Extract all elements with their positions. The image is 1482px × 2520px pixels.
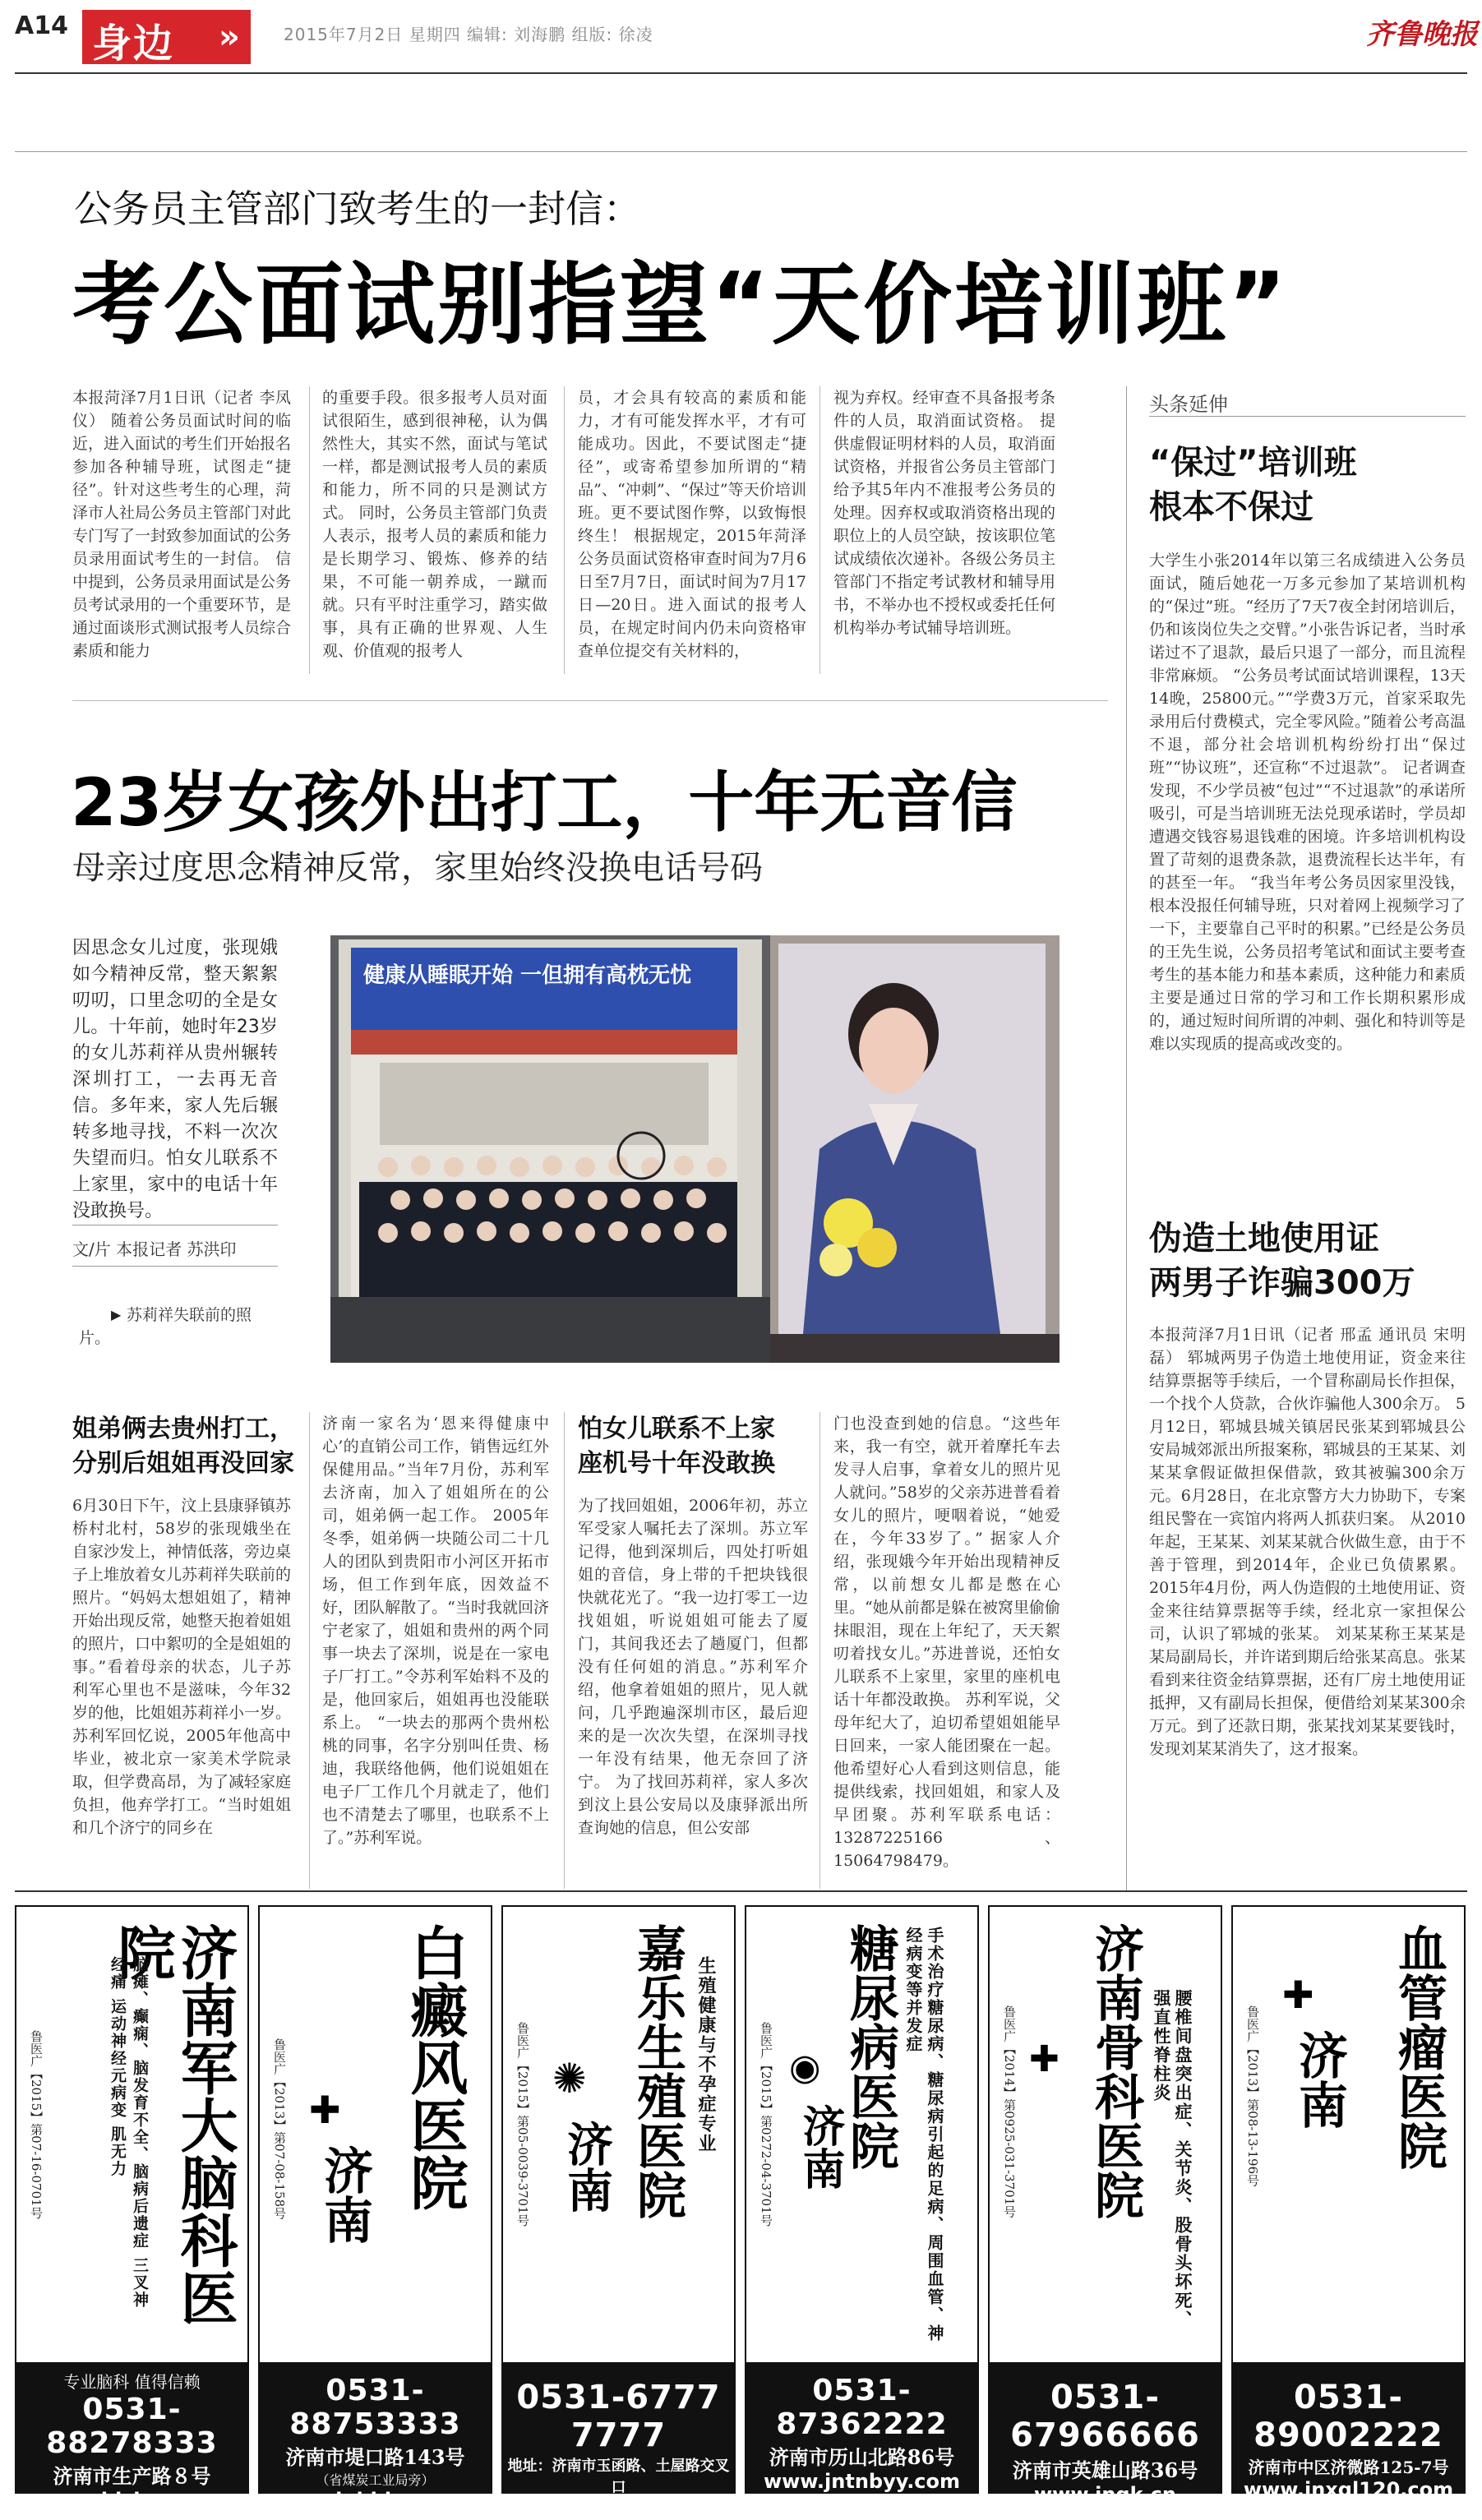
article-divider <box>72 700 1108 701</box>
byline-divider <box>72 1266 278 1267</box>
side-title-1-line2: 根本不保过 <box>1149 488 1313 526</box>
caption-arrow-icon: ▶ <box>111 1307 122 1322</box>
side-title-2 <box>1149 1216 1415 1305</box>
ad-address: 济南市生产路８号 <box>53 2464 211 2488</box>
ad-city: 济南 <box>316 2145 373 2244</box>
article1-col-3: 员，才会具有较高的素质和能力，才有可能发挥水平，才有可能成功。因此，不要试图走“捷径”，或寄希望参加所谓的“精品”、“冲刺”、“保过”等天价培训班。更不要试图作弊，以致悔恨终生！ 根据规定，2015年菏泽公务员面试资格审查时间为7月6日至7月7日，面试时间为7月17日—20日。进入面试的报考人员，在规定时间内仍未向资格审查单位提交有关材料的， <box>578 389 806 660</box>
article2-lead: 因思念女儿过度，张现娥如今精神反常，整天絮絮叨叨，口里念叨的全是女儿。十年前，她时年23岁的女儿苏莉祥从贵州辗转深圳打工，一去再无音信。多年来，家人先后辗转多地寻找，不料一次次失望而归。怕女儿联系不上家里，家中的电话十年没敢换号。 <box>72 938 278 1221</box>
ad-approval: 鲁医广【2015】第0272-04-3701号 <box>759 2022 773 2227</box>
column-divider <box>819 1412 820 1889</box>
side-body-2: 本报菏泽7月1日讯（记者 邢孟 通讯员 宋明磊） 郓城两男子伪造土地使用证，资金来往结算票据等手续后，一个冒称副局长作担保，一个找个人贷款，合伙诈骗他人300余万。 5月12日，郓城县城关镇居民张某到郓城县公安局城郊派出所报案称，郓城县的王某某、刘某某拿假证做担保借款，致其被骗300余万元。6月28日，在北京警方大力协助下，专案组民警在一宾馆内将两人抓获归案。 从2010年起，王某某、刘某某就合伙做生意，由于不善于管理，到2014年，企业已负债累累。2015年4月份，两人伪造假的土地使用证、资金来往结算票据等手续，经北京一家担保公司，认识了郓城的张某。 刘某某称王某某是某局副局长，并许诺到期后给张某高息。张某看到来往资金结算票据，还有厂房土地使用证抵押，又有副局长担保，便借给刘某某300余万元。到了还款日期，张某找刘某某要钱时，发现刘某某消失了，这才报案。 <box>1149 1326 1466 1758</box>
ad-phone[interactable]: 0531-87362222 <box>776 2374 948 2441</box>
ad-tagline: 腰椎间盘突出症、关节炎、股骨头坏死、强直性脊柱炎 <box>1152 1989 1193 2329</box>
header-meta: 2015年7月2日 星期四 编辑: 刘海鹏 组版: 徐凌 <box>284 25 653 44</box>
article2-subhead-1-line1: 姐弟俩去贵州打工， <box>72 1415 294 1443</box>
section-name: 身边 <box>92 21 175 67</box>
article2-subtitle: 母亲过度思念精神反常，家里始终没换电话号码 <box>72 849 763 887</box>
ad-brain-hospital[interactable] <box>15 1905 249 2512</box>
ad-tagline: 手术治疗糖尿病、糖尿病引起的足病、周围血管、神经病变等并发症 <box>903 1927 944 2342</box>
ad-url[interactable]: www.jngk.cn <box>1034 2483 1176 2506</box>
cross-icon: ✚ <box>309 2088 341 2132</box>
cross-badge-icon: ✚ <box>1029 2038 1060 2080</box>
ad-phone[interactable]: 0531-67966666 <box>1010 2379 1200 2454</box>
ad-approval: 鲁医广【2014】第0925-031-3701号 <box>1002 2005 1017 2218</box>
header-divider <box>15 72 1467 74</box>
photo-caption: 苏莉祥失联前的照片。 <box>79 1306 252 1347</box>
ad-city: 济南 <box>1290 2030 1348 2129</box>
flower-icon: ✺ <box>552 2055 587 2102</box>
ad-diabetes-hospital[interactable] <box>745 1905 979 2494</box>
ad-url[interactable]: www.jntnbyy.com <box>763 2470 961 2493</box>
article1-kicker: 公务员主管部门致考生的一封信： <box>74 187 641 231</box>
group-photo <box>330 935 770 1363</box>
ad-address: 济南市英雄山路36号 <box>1012 2458 1198 2482</box>
side-title-1-line1: “保过”培训班 <box>1149 444 1357 482</box>
ad-address: 地址：济南市玉函路、土屋路交叉口 <box>507 2458 730 2496</box>
article2-byline: 文/片 本报记者 苏洪印 <box>72 1239 237 1259</box>
ad-approval: 鲁医广【2015】第07-16-0701号 <box>29 2030 44 2219</box>
ad-contact-bar <box>746 2362 977 2492</box>
ad-phone[interactable]: 0531-88753333 <box>289 2374 461 2441</box>
ad-phone[interactable]: 0531-89002222 <box>1253 2379 1443 2454</box>
ad-contact-bar <box>260 2362 491 2512</box>
cross-badge-icon: ✚ <box>1282 1973 1314 2017</box>
article2-col-3: 为了找回姐姐，2006年初，苏立军受家人嘱托去了深圳。苏立军记得，他到深圳后，四处打听姐姐的音信，身上带的千把块钱很快就花光了。“我一边打零工一边找姐姐，听说姐姐可能去了厦门，其间我还去了趟厦门，但都没有任何姐的消息。”苏利军介绍，他拿着姐姐的照片，见人就问，几乎跑遍深圳市区，最后迎来的是一次次失望，在深圳寻找一年没有结果，他无奈回了济宁。 为了找回苏莉祥，家人多次到汶上县公安局以及康驿派出所查询她的信息，但公安部 <box>578 1497 808 1837</box>
ad-title: 嘉乐生殖医院 <box>629 1923 686 2219</box>
column-divider <box>309 1412 310 1889</box>
ad-city: 济南 <box>795 2104 845 2190</box>
ad-contact-bar <box>503 2362 734 2520</box>
ad-address: 济南市中区济微路125-7号 <box>1248 2458 1449 2477</box>
article2-subhead-2 <box>578 1412 775 1481</box>
article2-col-1: 6月30日下午，汶上县康驿镇苏桥村北村，58岁的张现娥坐在自家沙发上，神情低落，旁边桌子上堆放着女儿苏莉祥失联前的照片。“妈妈太想姐姐了，精神开始出现反常，她整天抱着姐姐的照片，口中絮叨的全是姐姐的事。”看着母亲的状态，儿子苏利军心里也不是滋味，今年32岁的他，比姐姐苏莉祥小一岁。 苏利军回忆说，2005年他高中毕业，被北京一家美术学院录取，但学费高昂，为了减轻家庭负担，他弃学打工。“当时姐姐和几个济宁的同乡在 <box>72 1497 292 1837</box>
ad-vitiligo-hospital[interactable] <box>258 1905 492 2512</box>
ad-phone[interactable]: 0531-6777 7777 <box>516 2379 721 2454</box>
ad-address: 济南市堤口路143号 <box>285 2445 465 2469</box>
ad-title: 济南军大脑科医院 <box>108 1923 239 2326</box>
ad-approval: 鲁医广【2013】第08-13-196号 <box>1245 2005 1260 2187</box>
ad-orthopedic-hospital[interactable] <box>988 1905 1222 2506</box>
column-divider <box>309 386 310 674</box>
ad-city: 济南 <box>560 2121 614 2213</box>
column-divider <box>564 386 565 674</box>
side-title-2-line1: 伪造土地使用证 <box>1149 1220 1379 1258</box>
column-divider <box>564 1412 565 1889</box>
article2-col-4: 门也没查到她的信息。“这些年来，我一有空，就开着摩托车去发寻人启事，拿着女儿的照片见人就问。”58岁的父亲苏进普看着女儿的照片，哽咽着说，“她爱在，今年33岁了。” 据家人介绍，张现娥今年开始出现精神反常，以前想女儿都是憋在心里。“她从前都是躲在被窝里偷偷抹眼泪，现在上年纪了，天天絮叨着找女儿。”苏进普说，还怕女儿联系不上家里，家里的座机电话十年都没敢换。 苏利军说，父母年纪大了，迫切希望姐姐能早日回来，一家人能团聚在一起。他希望好心人看到这则信息，能提供线索，找回姐姐，和家人及早团聚。苏利军联系电话：13287225166、15064798479。 <box>833 1415 1060 1870</box>
ad-approval: 鲁医广【2013】第07-08-158号 <box>272 2038 287 2220</box>
side-title-1 <box>1149 441 1357 529</box>
ad-title: 糖尿病医院 <box>842 1923 899 2170</box>
article1-col-4: 视为弃权。经审查不具备报考条件的人员，取消面试资格。 提供虚假证明材料的人员，取消面试资格，并报省公务员主管部门给予其5年内不准报考公务员的处理。因弃权或取消资格出现的职位上的人员空缺，按该职位笔试成绩依次递补。各级公务员主管部门不指定考试教材和辅导用书，不举办也不授权或委托任何机构举办考试辅导培训班。 <box>833 389 1055 637</box>
ad-approval: 鲁医广【2015】第05-0039-3701号 <box>515 2022 530 2227</box>
article2-subhead-2-line1: 怕女儿联系不上家 <box>578 1415 775 1443</box>
section-logo <box>82 10 251 67</box>
photo-banner-text: 健康从睡眠开始 一但拥有高枕无忧 <box>363 963 692 988</box>
article2-subhead-2-line2: 座机号十年没敢换 <box>578 1449 775 1478</box>
ad-fertility-hospital[interactable] <box>501 1905 736 2520</box>
ad-slogan: 专业脑科 值得信赖 <box>63 2372 201 2392</box>
portrait-photo <box>770 935 1060 1363</box>
article1-col-2: 的重要手段。很多报考人员对面试很陌生，感到很神秘，认为偶然性大，其实不然，面试与笔试一样，都是测试报考人员的素质和能力，所不同的只是测试方式。 同时，公务员主管部门负责人表示，报考人员的素质和能力是长期学习、锻炼、修养的结果，不可能一朝养成，一蹴而就。只有平时注重学习，踏实做事，具有正确的世界观、人生观、价值观的报考人 <box>322 389 547 660</box>
article2-subhead-1 <box>72 1412 294 1481</box>
side-column-divider <box>1126 386 1127 1890</box>
ad-contact-bar <box>16 2362 247 2512</box>
ad-url[interactable]: www.jnxgl120.com <box>1243 2478 1454 2501</box>
ad-url[interactable]: www.jnbbbyy.com <box>275 2489 476 2512</box>
side-tag-divider <box>1149 416 1466 417</box>
ads-divider <box>15 1890 1467 1892</box>
ad-address-note: （省煤炭工业局旁） <box>316 2472 435 2488</box>
column-divider <box>819 386 820 674</box>
page-number: A14 <box>15 12 68 40</box>
ad-tagline: 脑瘫、癫痫、脑发育不全、脑病后遗症 三叉神经痛 运动神经元病变 肌无力 <box>108 1956 149 2309</box>
ad-contact-bar <box>990 2362 1221 2506</box>
ad-contact-bar <box>1233 2362 1464 2501</box>
ad-title: 血管瘤医院 <box>1390 1923 1447 2170</box>
article2-subhead-1-line2: 分别后姐姐再没回家 <box>72 1449 294 1478</box>
article1-title: 考公面试别指望“天价培训班” <box>72 254 1289 357</box>
ad-address: 济南市历山北路86号 <box>769 2445 955 2469</box>
ad-tagline: 生殖健康与不孕症专业 <box>695 1956 717 2153</box>
side-body-1: 大学生小张2014年以第三名成绩进入公务员面试，随后她花一万多元参加了某培训机构的“保过”班。“经历了7天7夜全封闭培训后，仍和该岗位失之交臂。”小张告诉记者，当时承诺过不了退款，最后只退了一部分，而且流程非常麻烦。 “公务员考试面试培训课程，13天14晚，25800元。”“学费3万元，首家采取先录用后付费模式，完全零风险。”随着公考高温不退，部分社会培训机构纷纷打出“保过班”“协议班”，还宣称“不过退款”。 记者调查发现，不少学员被“包过”“不过退款”的承诺所吸引，可是当培训班无法兑现承诺时，学员却遭遇交钱容易退钱难的困境。许多培训机构设置了苛刻的退费条款，退费流程长达半年，有的甚至一年。 “我当年考公务员因家里没钱，根本没报任何辅导班，只对着网上视频学习了一下，主要靠自己平时的积累。”已经是公务员的王先生说，公务员招考笔试和面试主要考查考生的基本能力和基本素质，这种能力和素质主要是通过日常的学习和工作长期积累形成的，通过短时间所谓的冲刺、强化和特训等是难以实现质的提高或改变的。 <box>1149 552 1466 1053</box>
article1-col-1: 本报菏泽7月1日讯（记者 李凤仪） 随着公务员面试时间的临近，进入面试的考生们开始报名参加各种辅导班，试图走“捷径”。针对这些考生的心理，菏泽市人社局公务员主管部门对此专门写了一封致参加面试的公务员录用面试考生的一封信。 信中提到，公务员录用面试是公务员考试录用的一个重要环节，是通过面谈形式测试报考人员综合素质和能力 <box>72 389 292 660</box>
ad-url[interactable]: www.jdzkyy.com <box>39 2489 224 2512</box>
article2-col-2: 济南一家名为‘恩来得健康中心’的直销公司工作，销售远红外保健用品。”当年7月份，苏利军去济南，加入了姐姐所在的公司，姐弟俩一起工作。 2005年冬季，姐弟俩一块随公司二十几人的团队到贵阳市小河区开拓市场，但工作到年底，因效益不好，团队解散了。“当时我就回济宁老家了，姐姐和贵州的两个同事一块去了深圳，说是在一家电子厂打工。”令苏利军始料不及的是，他回家后，姐姐再也没能联系上。 “一块去的那两个贵州松桃的同事，名字分别叫任贵、杨迪，我联络他俩，他们说姐姐在电子厂工作几个月就走了，他们也不清楚去了哪里，也联系不上了。”苏利军说。 <box>322 1415 549 1847</box>
side-tag: 头条延伸 <box>1149 393 1228 416</box>
newspaper-name: 齐鲁晚报 <box>1366 18 1478 51</box>
medical-emblem-icon: ◉ <box>789 2047 821 2088</box>
section-divider <box>15 151 1467 152</box>
ad-hemangioma-hospital[interactable] <box>1231 1905 1466 2501</box>
side-title-2-line2: 两男子诈骗300万 <box>1149 1264 1415 1302</box>
ad-title: 白癜风医院 <box>401 1923 469 2211</box>
article2-title: 23岁女孩外出打工，十年无音信 <box>71 764 1018 841</box>
chevron-right-icon: » <box>219 18 240 56</box>
ad-phone[interactable]: 0531-88278333 <box>46 2393 218 2460</box>
ad-title: 济南骨科医院 <box>1087 1923 1144 2219</box>
ad-url[interactable]: www.jn1212.com <box>523 2497 714 2520</box>
